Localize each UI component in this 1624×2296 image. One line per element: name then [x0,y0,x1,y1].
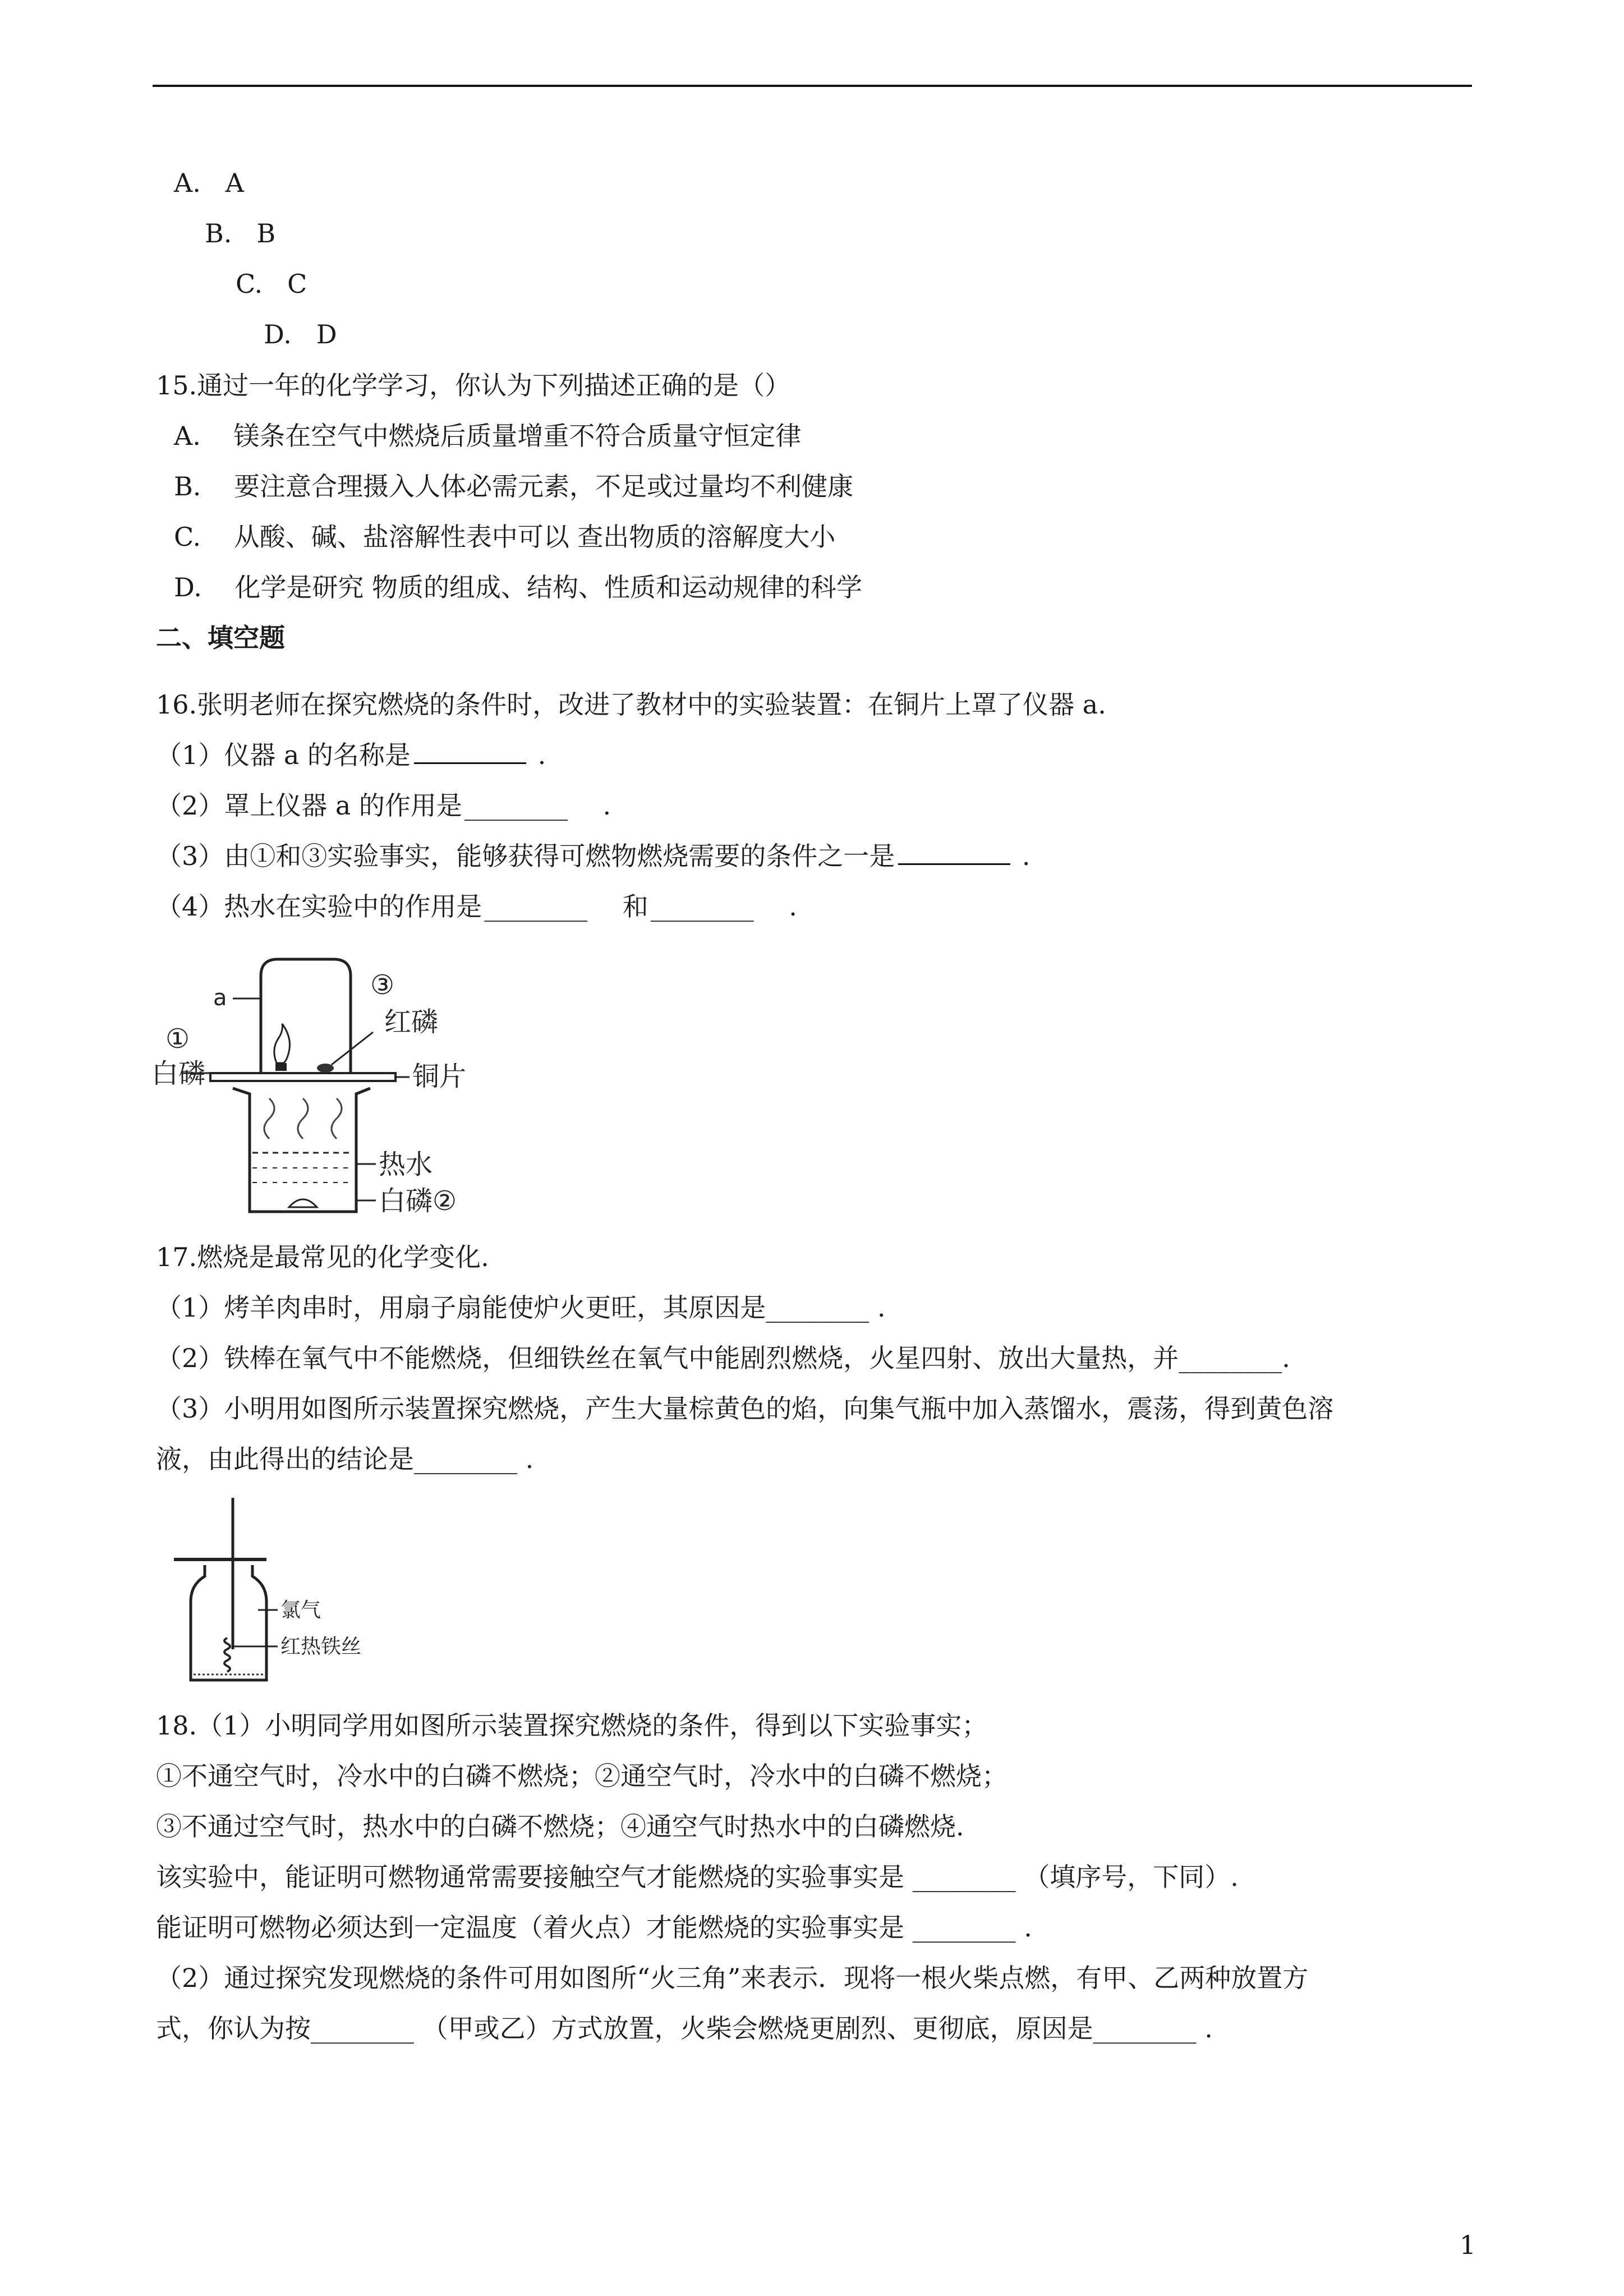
q18-line1: 18.（1）小明同学用如图所示装置探究燃烧的条件，得到以下实验事实； [156,1710,988,1741]
q15-stem: 15.通过一年的化学学习，你认为下列描述正确的是（） [156,370,791,401]
label-copper-plate: 铜片 [412,1061,467,1092]
label-white-phosphorus-2: 白磷② [379,1185,457,1217]
q17-part3-line1: （3）小明用如图所示装置探究燃烧，产生大量棕黄色的焰，向集气瓶中加入蒸馏水，震荡，得到黄色溶 [156,1393,1334,1424]
answer-blank[interactable] [898,839,1010,865]
label-a: a [213,985,227,1011]
label-hot-iron-wire: 红热铁丝 [280,1635,362,1658]
q15-option-a: A. 镁条在空气中燃烧后质量增重不符合质量守恒定律 [174,421,802,451]
q18-line4: 该实验中，能证明可燃物通常需要接触空气才能燃烧的实验事实是 ________ （填序号，下同）. [156,1862,1239,1892]
q18-line5: 能证明可燃物必须达到一定温度（着火点）才能燃烧的实验事实是 ________ . [156,1912,1032,1943]
q17-part2: （2）铁棒在氧气中不能燃烧，但细铁丝在氧气中能剧烈燃烧，火星四射、放出大量热，并________. [156,1343,1290,1373]
q16-part3: （3）由①和③实验事实，能够获得可燃物燃烧需要的条件之一是 . [156,839,1030,873]
page-number: 1 [1459,2230,1476,2260]
q14-option-d: D. D [264,319,337,349]
q17-part1: （1）烤羊肉串时，用扇子扇能使炉火更旺，其原因是________ . [156,1292,886,1323]
header-rule [153,85,1472,87]
section-heading: 二、填空题 [156,623,285,653]
label-white-phosphorus-1: 白磷 [151,1058,206,1089]
answer-blank[interactable] [414,738,526,764]
q15-option-c: C. 从酸、碱、盐溶解性表中可以 查出物质的溶解度大小 [174,522,836,552]
combustion-apparatus-figure [149,948,496,1217]
q14-option-a: A. A [174,168,244,198]
q18-line3: ③不通过空气时，热水中的白磷不燃烧；④通空气时热水中的白磷燃烧. [156,1811,964,1842]
gas-jar-figure [168,1492,404,1694]
label-chlorine: 氯气 [280,1599,321,1622]
label-1: ① [165,1023,190,1055]
q16-part2: （2）罩上仪器 a 的作用是________ . [156,790,611,821]
q14-option-b: B. B [205,218,276,249]
q15-option-b: B. 要注意合理摄入人体必需元素，不足或过量均不利健康 [174,471,853,501]
q18-line7: 式，你认为按________ （甲或乙）方式放置，火柴会燃烧更剧烈、更彻底，原因是________ . [156,2013,1213,2044]
q16-stem: 16.张明老师在探究燃烧的条件时，改进了教材中的实验装置：在铜片上罩了仪器 a. [156,689,1106,720]
q17-part3-line2: 液，由此得出的结论是________ . [156,1444,534,1474]
label-3: ③ [370,969,395,1001]
label-red-phosphorus: 红磷 [384,1006,439,1038]
q16-part1: （1）仪器 a 的名称是 . [156,738,546,772]
q15-option-d: D. 化学是研究 物质的组成、结构、性质和运动规律的科学 [174,572,862,602]
q18-line6: （2）通过探究发现燃烧的条件可用如图所“火三角”来表示．现将一根火柴点燃，有甲、乙两种放置方 [156,1963,1309,1993]
q18-line2: ①不通空气时，冷水中的白磷不燃烧；②通空气时，冷水中的白磷不燃烧； [156,1761,1007,1791]
q16-part4: （4）热水在实验中的作用是________ 和________ . [156,891,797,922]
label-hot-water: 热水 [379,1149,433,1180]
q17-stem: 17.燃烧是最常见的化学变化. [156,1242,489,1272]
q14-option-c: C. C [236,269,307,299]
